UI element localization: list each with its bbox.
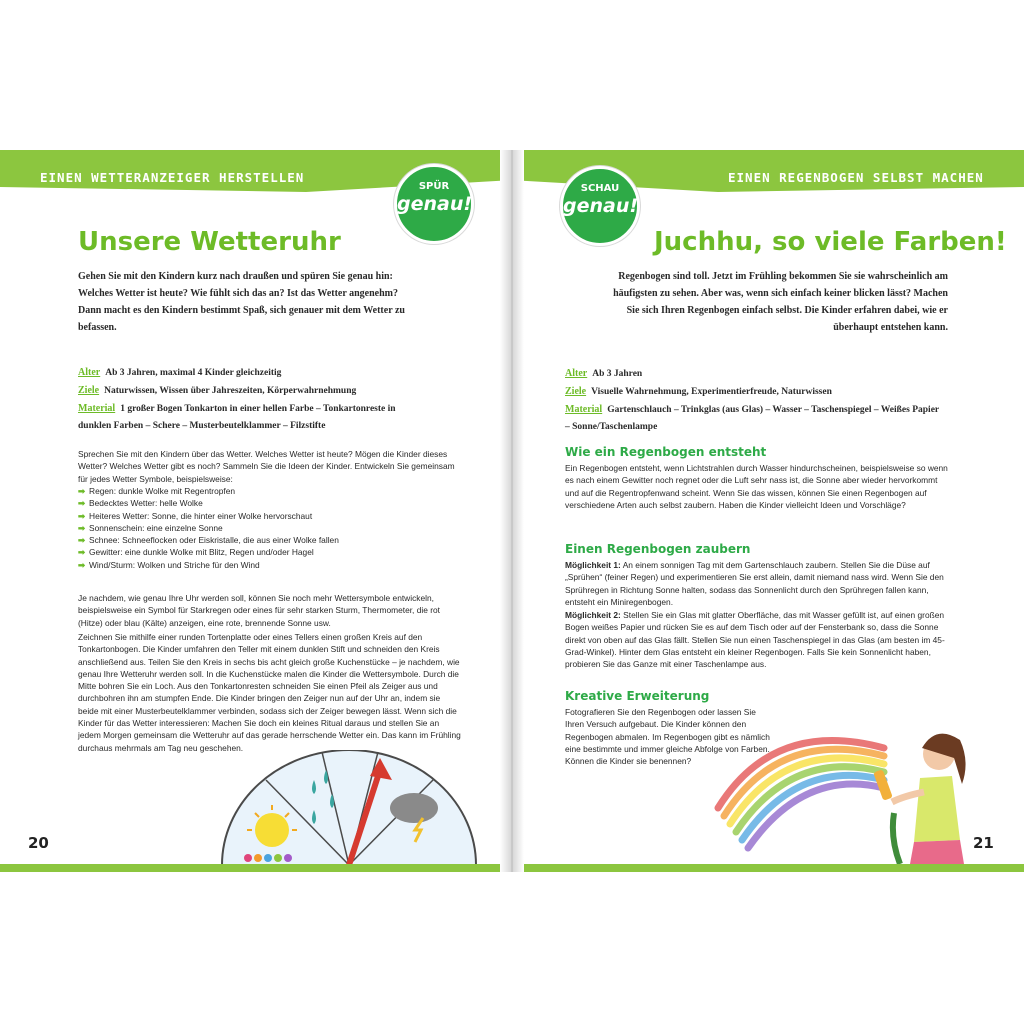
body-moeglichkeit-2: Möglichkeit 2: Stellen Sie ein Glas mit glatter Oberfläche, das mit Wasser gefüllt ist, auf einen großen Bogen weißes Papier und rücken Sie es auf dem Tisch oder auf der Fensterbank so, dass die Sonne direkt von oben auf das Glas fällt. Stellen Sie nun einen Taschenspiegel in das Glas (am besten im 45-Grad-Winkel). Hinter dem Glas entsteht ein kleiner Regenbogen. Falls Sie kein Sonnenlicht haben, probieren Sie das Ganze mit einer Taschenlampe aus. — [565, 610, 945, 670]
badge-big-text: genau! — [563, 195, 639, 217]
meta-row-material: Material Gartenschlauch – Trinkglas (aus Glas) – Wasser – Taschenspiegel – Weißes Papier – Sonne/Taschenlampe — [565, 404, 939, 432]
meta-row-ziele: Ziele Naturwissen, Wissen über Jahreszeiten, Körperwahrnehmung — [78, 385, 357, 396]
spuer-genau-badge — [394, 164, 474, 244]
badge-small-text: SCHAU — [580, 183, 620, 194]
footer-band — [0, 864, 510, 872]
body-paragraph-3: Zeichnen Sie mithilfe einer runden Tortenplatte oder eines Tellers einen großen Kreis auf den Tonkartonbogen. Die Kinder umfahren den Teller mit einem dunklen Stift und schneiden den Kreis anschließend aus. Teilen Sie den Kreis in sechs bis acht gleich große Kuchenstücke – je nachdem, wie genau Ihre Wetteruhr werden soll. In die Kuchenstücke malen die Kinder die Wettersymbole. Durch die Mitte bohren Sie ein Loch. Aus den Tonkartonresten schneiden Sie einen Pfeil als Zeiger aus und durchbohren ihn am stumpfen Ende. Die Kinder bringen den Zeiger nun auf der Uhr an, indem sie beide mit einer Musterbeutelklammer verbinden, sodass sich der Zeiger bewegen lässt. Wenn sich die Kinder für das Wetter interessieren: Machen Sie doch ein kleines Ritual daraus und stellen Sie an jedem Morgen gemeinsam die Wetteruhr auf das gerade herrschende Wetter ein. Das kann im Frühling durchaus mehrmals am Tag neu geschehen. — [78, 632, 461, 753]
arrow-icon: ➡ — [78, 547, 86, 558]
body-entsteht: Ein Regenbogen entsteht, wenn Lichtstrahlen durch Wasser hindurchscheinen, beispielsweise so wenn es nach einem Gewitter noch regnet oder die Luft sehr nass ist, die Sonne aber wieder hervorkommt und auf die Regentropfenwand scheint. Wenn Sie das wissen, können Sie einen Regenbogen auf verschiedene Arten auch selbst zaubern. Haben die Kinder vielleicht Ideen und Vorschläge? — [565, 463, 948, 510]
arrow-icon: ➡ — [78, 559, 86, 570]
list-item: ➡ Sonnenschein: eine einzelne Sonne — [78, 522, 223, 533]
list-item: ➡ Regen: dunkle Wolke mit Regentropfen — [78, 486, 236, 496]
badge-small-text: SPÜR — [418, 181, 450, 192]
page-left — [0, 150, 510, 872]
page-title: Juchhu, so viele Farben! — [654, 227, 1007, 257]
meta-row-ziele: Ziele Visuelle Wahrnehmung, Experimentierfreude, Naturwissen — [565, 386, 832, 397]
arrow-icon: ➡ — [78, 535, 86, 546]
meta-row-material: Material 1 großer Bogen Tonkarton in einer hellen Farbe – Tonkartonreste in dunklen Farben – Schere – Musterbeutelklammer – Filzstifte — [78, 403, 396, 431]
intro-text: Gehen Sie mit den Kindern kurz nach draußen und spüren Sie genau hin: Welches Wetter ist heute? Wie fühlt sich das an? Ist das Wetter angenehm? Dann macht es den Kindern bestimmt Spaß, sich genauer mit dem Wetter zu befassen. — [78, 271, 405, 333]
intro-text: Regenbogen sind toll. Jetzt im Frühling bekommen Sie sie wahrscheinlich am häufigsten zu sehen. Aber was, wenn sich einfach keiner blicken lässt? Machen Sie sich Ihren Regenbogen einfach selbst. Die Kinder erfahren dabei, wie er überhaupt entstehen kann. — [613, 271, 948, 333]
badge-big-text: genau! — [397, 193, 473, 215]
meta-row-alter: Alter Ab 3 Jahren, maximal 4 Kinder gleichzeitig — [78, 367, 282, 378]
body-paragraph-1: Sprechen Sie mit den Kindern über das Wetter. Welches Wetter ist heute? Mögen die Kinder dieses Wetter? Welches Wetter gibt es noch? Sammeln Sie die Ideen der Kinder. Entwickeln Sie gemeinsam für jedes Wetter Symbole, beispielsweise: — [78, 449, 455, 484]
body-paragraph-2: Je nachdem, wie genau Ihre Uhr werden soll, können Sie noch mehr Wettersymbole entwickeln, beispielsweise ein Symbol für Starkregen oder eines für sehr starken Sturm, Thermometer, die rot (Hitze) oder blau (Kälte) anzeigen, eine rote, brennende Sonne usw. — [78, 593, 440, 628]
meta-box — [565, 365, 945, 436]
section-title: EINEN REGENBOGEN SELBST MACHEN — [728, 170, 984, 185]
body-erweiterung: Fotografieren Sie den Regenbogen oder lassen Sie Ihren Versuch aufgebaut. Die Kinder können den Regenbogen abmalen. Im Regenbogen gibt es nämlich eine bestimmte und immer gleiche Abfolge von Farben. Können die Kinder sie benennen? — [565, 707, 770, 767]
page-right — [514, 150, 1024, 872]
heading-entsteht: Wie ein Regenbogen entsteht — [565, 445, 767, 459]
list-item: ➡ Heiteres Wetter: Sonne, die hinter einer Wolke hervorschaut — [78, 510, 313, 521]
weather-symbol-list — [78, 485, 463, 571]
list-item: ➡ Gewitter: eine dunkle Wolke mit Blitz, Regen und/oder Hagel — [78, 547, 314, 558]
list-item: ➡ Wind/Sturm: Wolken und Striche für den Wind — [78, 559, 260, 570]
footer-band — [514, 864, 1024, 872]
arrow-icon: ➡ — [78, 498, 86, 509]
list-item: ➡ Bedecktes Wetter: helle Wolke — [78, 498, 203, 509]
body-moeglichkeit-1: Möglichkeit 1: An einem sonnigen Tag mit dem Gartenschlauch zaubern. Stellen Sie die Düse auf „Sprühen“ (feiner Regen) und experimentieren Sie erst allein, damit niemand nass wird. Wenn Sie den Sprühregen in Richtung Sonne halten, sodass das Sonnenlicht durch den Sprühregen fallen kann, entsteht ein Miniregenbogen. — [565, 560, 944, 607]
heading-erweiterung: Kreative Erweiterung — [565, 689, 710, 703]
arrow-icon: ➡ — [78, 486, 86, 496]
page-title: Unsere Wetteruhr — [78, 227, 341, 257]
section-title: EINEN WETTERANZEIGER HERSTELLEN — [40, 170, 305, 185]
page-number: 21 — [973, 834, 994, 852]
weather-clock-illustration — [218, 750, 480, 865]
arrow-icon: ➡ — [78, 510, 86, 521]
list-item: ➡ Schnee: Schneeflocken oder Eiskristalle, die aus einer Wolke fallen — [78, 535, 339, 546]
heading-zaubern: Einen Regenbogen zaubern — [565, 542, 751, 556]
arrow-icon: ➡ — [78, 522, 86, 533]
rainbow-girl-illustration — [714, 718, 974, 864]
schau-genau-badge — [560, 166, 640, 246]
page-number: 20 — [28, 834, 49, 852]
book-gutter — [500, 150, 524, 872]
meta-box — [78, 364, 423, 435]
meta-row-alter: Alter Ab 3 Jahren — [565, 368, 643, 379]
